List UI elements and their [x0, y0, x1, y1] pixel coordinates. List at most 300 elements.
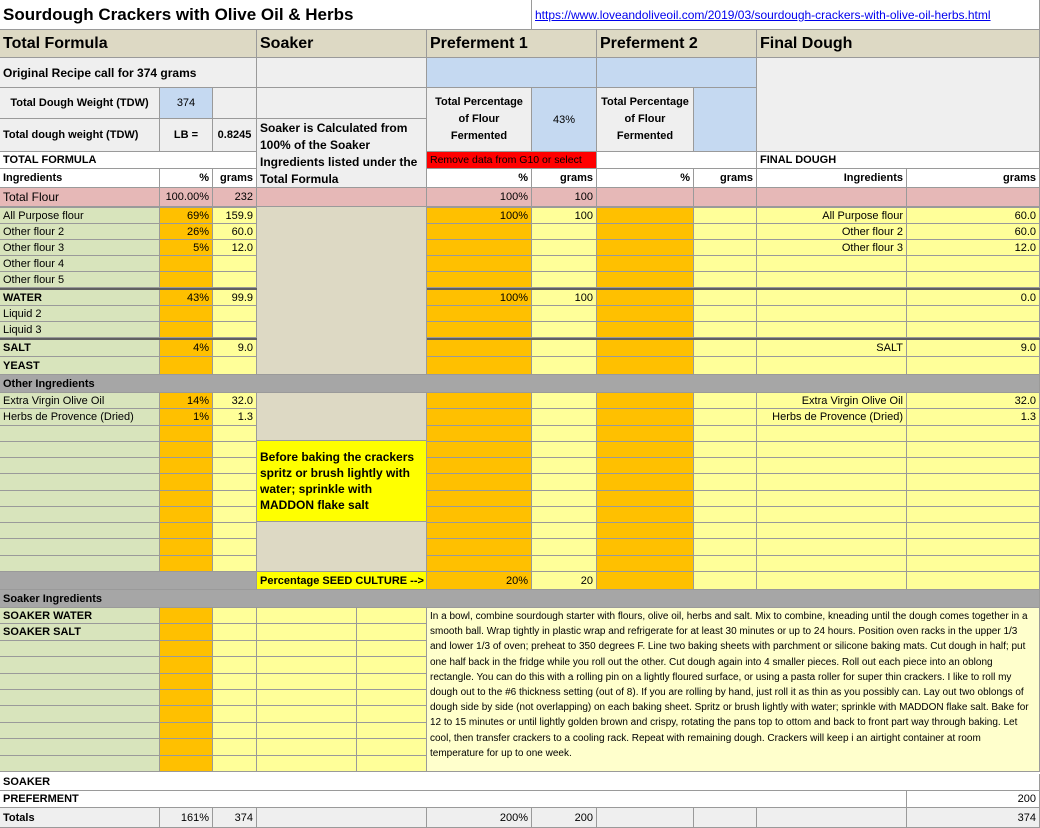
fd-other-grams: 1.3	[907, 409, 1040, 426]
pf1-flour-grams	[532, 272, 597, 288]
soaker-col-b	[357, 624, 427, 641]
soaker-ingredient-grams	[213, 739, 257, 756]
soaker-ingredient-label	[0, 674, 160, 690]
pf2-seed-pct[interactable]	[597, 572, 694, 590]
pf1-liquid-pct[interactable]	[427, 306, 532, 322]
flour-label: Other flour 4	[0, 256, 160, 272]
pf2-salt-grams	[694, 340, 757, 357]
soaker-ingredient-label	[0, 739, 160, 756]
fd-liquid-label	[757, 290, 907, 306]
soaker-col-a	[257, 723, 357, 739]
pf2-other-pct[interactable]	[597, 442, 694, 458]
flour-label: All Purpose flour	[0, 208, 160, 224]
fd-flour-label	[757, 256, 907, 272]
fd-seed-label	[757, 572, 907, 590]
pf2-other-pct[interactable]	[597, 474, 694, 491]
fd-other-grams	[907, 442, 1040, 458]
header-preferment-1: Preferment 1	[427, 30, 597, 58]
flour-label: Other flour 3	[0, 240, 160, 256]
pf2-liquid-grams	[694, 322, 757, 338]
pf1-yeast-grams	[532, 357, 597, 375]
fd-other-grams	[907, 474, 1040, 491]
other-ingredient-pct[interactable]	[160, 539, 213, 556]
soaker-col-a	[257, 674, 357, 690]
flour-grams	[213, 272, 257, 288]
soaker-ingredient-grams	[213, 706, 257, 723]
pf2-flour-pct[interactable]	[597, 240, 694, 256]
pf1-pct-value[interactable]: 43%	[532, 88, 597, 152]
pf1-other-grams	[532, 426, 597, 442]
soaker-ingredient-pct[interactable]	[160, 723, 213, 739]
other-ingredient-label	[0, 507, 160, 523]
liquid-pct[interactable]	[160, 322, 213, 338]
pf2-other-grams	[694, 474, 757, 491]
remove-data-note: Remove data from G10 or select	[427, 152, 597, 169]
soaker-ingredient-pct[interactable]	[160, 739, 213, 756]
pf1-other-pct[interactable]	[427, 442, 532, 458]
pf1-liquid-grams	[532, 322, 597, 338]
lb-value: 0.8245	[213, 119, 257, 152]
totals-fd-grams: 374	[907, 808, 1040, 828]
pf2-yeast-grams	[694, 357, 757, 375]
fd-yeast-grams	[907, 357, 1040, 375]
soaker-ingredient-pct[interactable]	[160, 641, 213, 657]
bottom-preferment-label: PREFERMENT	[0, 791, 907, 808]
pf1-other-grams	[532, 556, 597, 572]
pf1-other-grams	[532, 539, 597, 556]
header-preferment-2: Preferment 2	[597, 30, 757, 58]
soaker-ingredient-label	[0, 657, 160, 674]
other-ingredient-label	[0, 458, 160, 474]
totals-fd-label	[757, 808, 907, 828]
soaker-lower-block	[257, 393, 427, 441]
soaker-col-a	[257, 739, 357, 756]
other-ingredient-grams	[213, 539, 257, 556]
pf1-flour-pct[interactable]	[427, 272, 532, 288]
yeast-grams	[213, 357, 257, 375]
other-ingredient-label: Herbs de Provence (Dried)	[0, 409, 160, 426]
baking-note: Before baking the crackers spritz or brush lightly with water; sprinkle with MADDON flake salt	[257, 441, 427, 522]
totals-grams: 374	[213, 808, 257, 828]
salt-grams: 9.0	[213, 340, 257, 357]
pf1-other-pct[interactable]	[427, 393, 532, 409]
other-ingredient-grams	[213, 491, 257, 507]
soaker-ingredient-pct[interactable]	[160, 624, 213, 641]
soaker-ingredient-label	[0, 641, 160, 657]
fd-flour-label: Other flour 2	[757, 224, 907, 240]
pf1-other-pct[interactable]	[427, 458, 532, 474]
pf1-pct-label: Total Percentage of Flour Fermented	[427, 88, 532, 152]
pf1-other-pct[interactable]	[427, 523, 532, 539]
totals-soaker	[257, 808, 427, 828]
pf1-col-pct: %	[427, 169, 532, 188]
total-flour-pct: 100.00%	[160, 188, 213, 207]
other-ingredient-grams	[213, 507, 257, 523]
totals-label: Totals	[0, 808, 160, 828]
soaker-ingredient-grams	[213, 657, 257, 674]
yeast-pct[interactable]	[160, 357, 213, 375]
soaker-col-a	[257, 624, 357, 641]
pf1-other-grams	[532, 458, 597, 474]
fd-col-ingredients: Ingredients	[757, 169, 907, 188]
soaker-col-b	[357, 641, 427, 657]
fd-other-label	[757, 442, 907, 458]
totals-pf2-grams	[694, 808, 757, 828]
fd-liquid-grams	[907, 322, 1040, 338]
final-dough-label: FINAL DOUGH	[757, 152, 1040, 169]
fd-liquid-grams	[907, 306, 1040, 322]
other-ingredient-pct[interactable]: 14%	[160, 393, 213, 409]
col-pct: %	[160, 169, 213, 188]
fd-flour-label: All Purpose flour	[757, 208, 907, 224]
recipe-link[interactable]	[532, 0, 1040, 30]
soaker-ingredient-grams	[213, 756, 257, 772]
soaker-ingredient-pct[interactable]	[160, 706, 213, 723]
pf2-pct-label: Total Percentage of Flour Fermented	[597, 88, 694, 152]
pf2-col-pct: %	[597, 169, 694, 188]
pf2-flour-pct[interactable]	[597, 256, 694, 272]
pf1-total-flour-grams: 100	[532, 188, 597, 207]
pf2-total-flour-pct	[597, 188, 694, 207]
pf2-pct-value[interactable]	[694, 88, 757, 152]
soaker-col-a	[257, 756, 357, 772]
flour-grams	[213, 256, 257, 272]
pf2-flour-grams	[694, 224, 757, 240]
pf1-liquid-pct[interactable]: 100%	[427, 290, 532, 306]
recipe-url[interactable]: https://www.loveandoliveoil.com/2019/03/sourdough-crackers-with-olive-oil-herbs.html	[535, 7, 991, 22]
total-formula-label: TOTAL FORMULA	[0, 152, 257, 169]
fd-other-grams	[907, 539, 1040, 556]
soaker-ingredient-grams	[213, 608, 257, 624]
sheet-title: Sourdough Crackers with Olive Oil & Herbs	[0, 0, 532, 30]
pf2-other-grams	[694, 491, 757, 507]
fd-other-label	[757, 491, 907, 507]
flour-pct[interactable]: 5%	[160, 240, 213, 256]
total-flour-grams: 232	[213, 188, 257, 207]
pf1-other-pct[interactable]	[427, 426, 532, 442]
fd-flour-grams: 60.0	[907, 224, 1040, 240]
soaker-ingredient-label	[0, 723, 160, 739]
seed-row-blank	[0, 572, 257, 590]
fd-seed-grams	[907, 572, 1040, 590]
pf1-other-grams	[532, 491, 597, 507]
fd-flour-grams	[907, 272, 1040, 288]
soaker-col-a	[257, 690, 357, 706]
pf2-other-pct[interactable]	[597, 556, 694, 572]
pf2-other-grams	[694, 409, 757, 426]
pf2-liquid-pct[interactable]	[597, 322, 694, 338]
flour-grams: 12.0	[213, 240, 257, 256]
soaker-ingredient-grams	[213, 641, 257, 657]
seed-culture-label: Percentage SEED CULTURE -->	[257, 572, 427, 590]
flour-pct[interactable]: 69%	[160, 208, 213, 224]
liquid-grams: 99.9	[213, 290, 257, 306]
other-ingredient-grams	[213, 442, 257, 458]
other-ingredient-grams: 32.0	[213, 393, 257, 409]
pf2-total-flour-grams	[694, 188, 757, 207]
other-ingredient-pct[interactable]: 1%	[160, 409, 213, 426]
liquid-grams	[213, 306, 257, 322]
col-grams: grams	[213, 169, 257, 188]
fd-other-label: Herbs de Provence (Dried)	[757, 409, 907, 426]
pf2-yeast-pct[interactable]	[597, 357, 694, 375]
other-ingredient-label	[0, 426, 160, 442]
pf1-yeast-pct[interactable]	[427, 357, 532, 375]
pf2-other-grams	[694, 426, 757, 442]
fd-salt-label: SALT	[757, 340, 907, 357]
fd-flour-grams: 12.0	[907, 240, 1040, 256]
pf2-blank-row	[597, 152, 757, 169]
fd-liquid-label	[757, 322, 907, 338]
pf1-other-pct[interactable]	[427, 491, 532, 507]
pf1-flour-grams	[532, 224, 597, 240]
fd-other-label	[757, 556, 907, 572]
other-ingredients-header: Other Ingredients	[0, 375, 1040, 393]
fd-other-label	[757, 539, 907, 556]
fd-other-grams	[907, 507, 1040, 523]
fd-total-flour-grams	[907, 188, 1040, 207]
pf1-liquid-grams: 100	[532, 290, 597, 306]
fd-col-grams: grams	[907, 169, 1040, 188]
soaker-ingredient-grams	[213, 624, 257, 641]
yeast-label: YEAST	[0, 357, 160, 375]
other-ingredient-pct[interactable]	[160, 507, 213, 523]
other-ingredient-pct[interactable]	[160, 426, 213, 442]
fd-flour-grams	[907, 256, 1040, 272]
fd-other-grams	[907, 556, 1040, 572]
pf2-other-pct[interactable]	[597, 458, 694, 474]
pf2-other-grams	[694, 539, 757, 556]
flour-label: Other flour 5	[0, 272, 160, 288]
tdw-blank	[213, 88, 257, 119]
other-ingredient-label	[0, 474, 160, 491]
pf2-other-pct[interactable]	[597, 507, 694, 523]
fd-total-flour-label	[757, 188, 907, 207]
soaker-col-a	[257, 657, 357, 674]
pf1-other-pct[interactable]	[427, 539, 532, 556]
fd-other-label	[757, 458, 907, 474]
soaker-lower-block-2	[257, 522, 427, 572]
soaker-ingredient-pct[interactable]	[160, 690, 213, 706]
instructions-text: In a bowl, combine sourdough starter with flours, olive oil, herbs and salt. Mix to combine, kneading until the dough comes together in a smooth ball. Wrap tightly in plastic wrap and refrigerate for at least 30 minutes or up to 24 hours. Position oven racks in the upper 1/3 and lower 1/3 of oven; preheat to 350 degrees F. Line two baking sheets with parchment or silicone baking mats. Cut dough in half; put one half back in the fridge while you roll out the other. Cut dough again into 4 smaller pieces. Roll out each piece into an oblong rectangle. You can do this with a rolling pin on a lightly floured surface, or using a pasta roller for super thin crackers. I like to roll my dough out to the #6 thickness setting (out of 8). If you are rolling by hand, just roll it as thin as you possibly can. Lay out two oblongs of dough side by side (not overlapping) on each baking sheet. Spritz or brush lightly with water; sprinkle with MADDON flake salt. Bake for 12 to 15 minutes or until lightly golden brown and crispy, rotating the pans top to ottom and back to front part way through baking. Let cool, then transfer crackers to a cooling rack. Repeat with remaining dough. Crackers will keep i an airtight container at room temperature for up to one week.	[427, 608, 1040, 772]
pf1-flour-pct[interactable]	[427, 256, 532, 272]
seed-pct[interactable]: 20%	[427, 572, 532, 590]
pf2-other-grams	[694, 556, 757, 572]
other-ingredient-pct[interactable]	[160, 556, 213, 572]
pf1-flour-grams	[532, 256, 597, 272]
other-ingredient-grams: 1.3	[213, 409, 257, 426]
pf2-salt-pct[interactable]	[597, 340, 694, 357]
other-ingredient-label	[0, 442, 160, 458]
total-flour-label: Total Flour	[0, 188, 160, 207]
pf1-other-grams	[532, 393, 597, 409]
pf1-flour-pct[interactable]: 100%	[427, 208, 532, 224]
fd-other-label	[757, 474, 907, 491]
other-ingredient-label	[0, 556, 160, 572]
other-ingredient-label	[0, 491, 160, 507]
pf1-other-pct[interactable]	[427, 507, 532, 523]
pf2-other-pct[interactable]	[597, 393, 694, 409]
pf2-flour-grams	[694, 208, 757, 224]
soaker-col-a	[257, 706, 357, 723]
flour-pct[interactable]	[160, 272, 213, 288]
pf2-seed-grams	[694, 572, 757, 590]
pf2-flour-pct[interactable]	[597, 272, 694, 288]
other-ingredient-grams	[213, 426, 257, 442]
lb-equals: LB =	[160, 119, 213, 152]
soaker-ingredient-grams	[213, 723, 257, 739]
pf1-other-grams	[532, 409, 597, 426]
final-dough-blank	[757, 58, 1040, 152]
pf1-salt-pct[interactable]	[427, 340, 532, 357]
soaker-col-b	[357, 739, 427, 756]
tdw-lb-label: Total dough weight (TDW)	[0, 119, 160, 152]
pf1-flour-grams: 100	[532, 208, 597, 224]
soaker-flour-blank	[257, 188, 427, 207]
soaker-ingredient-pct[interactable]	[160, 657, 213, 674]
soaker-ingredient-grams	[213, 674, 257, 690]
soaker-ingredients-header: Soaker Ingredients	[0, 590, 1040, 608]
pf2-other-grams	[694, 458, 757, 474]
soaker-col-b	[357, 657, 427, 674]
other-ingredient-pct[interactable]	[160, 491, 213, 507]
fd-other-grams	[907, 458, 1040, 474]
pf1-other-pct[interactable]	[427, 556, 532, 572]
pf1-flour-pct[interactable]	[427, 240, 532, 256]
fd-other-label	[757, 426, 907, 442]
pf1-other-grams	[532, 507, 597, 523]
pf2-other-grams	[694, 442, 757, 458]
pf2-liquid-grams	[694, 290, 757, 306]
pf1-flour-pct[interactable]	[427, 224, 532, 240]
pf2-flour-grams	[694, 272, 757, 288]
soaker-ingredient-label: SOAKER SALT	[0, 624, 160, 641]
other-ingredient-grams	[213, 556, 257, 572]
pf2-other-pct[interactable]	[597, 539, 694, 556]
totals-pf1-pct: 200%	[427, 808, 532, 828]
pf1-other-pct[interactable]	[427, 474, 532, 491]
other-ingredient-pct[interactable]	[160, 523, 213, 539]
pf2-input-cell[interactable]	[597, 58, 757, 88]
pf2-other-grams	[694, 507, 757, 523]
other-ingredient-pct[interactable]	[160, 442, 213, 458]
pf1-salt-grams	[532, 340, 597, 357]
pf1-other-grams	[532, 523, 597, 539]
other-ingredient-label: Extra Virgin Olive Oil	[0, 393, 160, 409]
other-ingredient-label	[0, 523, 160, 539]
pf2-other-grams	[694, 393, 757, 409]
flour-grams: 60.0	[213, 224, 257, 240]
pf2-other-pct[interactable]	[597, 491, 694, 507]
soaker-blank-cell	[257, 58, 427, 88]
other-ingredient-pct[interactable]	[160, 458, 213, 474]
soaker-column-block	[257, 207, 427, 375]
soaker-col-a	[257, 641, 357, 657]
tdw-input[interactable]: 374	[160, 88, 213, 119]
fd-other-grams	[907, 523, 1040, 539]
salt-pct[interactable]: 4%	[160, 340, 213, 357]
header-final-dough: Final Dough	[757, 30, 1040, 58]
salt-label: SALT	[0, 340, 160, 357]
soaker-ingredient-pct[interactable]	[160, 756, 213, 772]
totals-pf2-pct	[597, 808, 694, 828]
flour-pct[interactable]: 26%	[160, 224, 213, 240]
pf1-liquid-pct[interactable]	[427, 322, 532, 338]
pf2-flour-grams	[694, 256, 757, 272]
other-ingredient-label	[0, 539, 160, 556]
soaker-ingredient-label	[0, 706, 160, 723]
pf2-flour-pct[interactable]	[597, 224, 694, 240]
pf2-other-pct[interactable]	[597, 409, 694, 426]
other-ingredient-grams	[213, 474, 257, 491]
totals-pct: 161%	[160, 808, 213, 828]
pf1-flour-grams	[532, 240, 597, 256]
pf2-other-pct[interactable]	[597, 426, 694, 442]
seed-grams: 20	[532, 572, 597, 590]
soaker-ingredient-label: SOAKER WATER	[0, 608, 160, 624]
pf1-total-flour-pct: 100%	[427, 188, 532, 207]
col-ingredients: Ingredients	[0, 169, 160, 188]
header-soaker: Soaker	[257, 30, 427, 58]
pf2-other-pct[interactable]	[597, 523, 694, 539]
totals-pf1-grams: 200	[532, 808, 597, 828]
fd-other-grams: 32.0	[907, 393, 1040, 409]
liquid-label: Liquid 2	[0, 306, 160, 322]
pf2-liquid-grams	[694, 306, 757, 322]
liquid-grams	[213, 322, 257, 338]
flour-grams: 159.9	[213, 208, 257, 224]
fd-other-label	[757, 523, 907, 539]
fd-yeast-label	[757, 357, 907, 375]
pf2-col-grams: grams	[694, 169, 757, 188]
soaker-ingredient-label	[0, 690, 160, 706]
liquid-label: Liquid 3	[0, 322, 160, 338]
pf2-flour-pct[interactable]	[597, 208, 694, 224]
fd-other-label	[757, 507, 907, 523]
fd-other-grams	[907, 491, 1040, 507]
flour-pct[interactable]	[160, 256, 213, 272]
bottom-preferment-value: 200	[907, 791, 1040, 808]
pf1-col-grams: grams	[532, 169, 597, 188]
soaker-blank-2	[257, 88, 427, 119]
liquid-pct[interactable]: 43%	[160, 290, 213, 306]
soaker-col-b	[357, 690, 427, 706]
other-ingredient-pct[interactable]	[160, 474, 213, 491]
other-ingredient-grams	[213, 458, 257, 474]
pf1-other-grams	[532, 474, 597, 491]
soaker-ingredient-pct[interactable]	[160, 674, 213, 690]
soaker-col-b	[357, 706, 427, 723]
fd-other-grams	[907, 426, 1040, 442]
soaker-col-b	[357, 723, 427, 739]
soaker-col-b	[357, 674, 427, 690]
pf2-liquid-pct[interactable]	[597, 290, 694, 306]
pf1-input-cell[interactable]	[427, 58, 597, 88]
fd-salt-grams: 9.0	[907, 340, 1040, 357]
pf1-other-pct[interactable]	[427, 409, 532, 426]
soaker-col-b	[357, 756, 427, 772]
bottom-soaker-label: SOAKER	[0, 774, 1040, 791]
liquid-pct[interactable]	[160, 306, 213, 322]
soaker-ingredient-label	[0, 756, 160, 772]
pf2-liquid-pct[interactable]	[597, 306, 694, 322]
original-recipe: Original Recipe call for 374 grams	[0, 58, 257, 88]
fd-flour-label	[757, 272, 907, 288]
pf1-other-grams	[532, 442, 597, 458]
soaker-ingredient-pct[interactable]	[160, 608, 213, 624]
flour-label: Other flour 2	[0, 224, 160, 240]
soaker-col-b	[357, 608, 427, 624]
